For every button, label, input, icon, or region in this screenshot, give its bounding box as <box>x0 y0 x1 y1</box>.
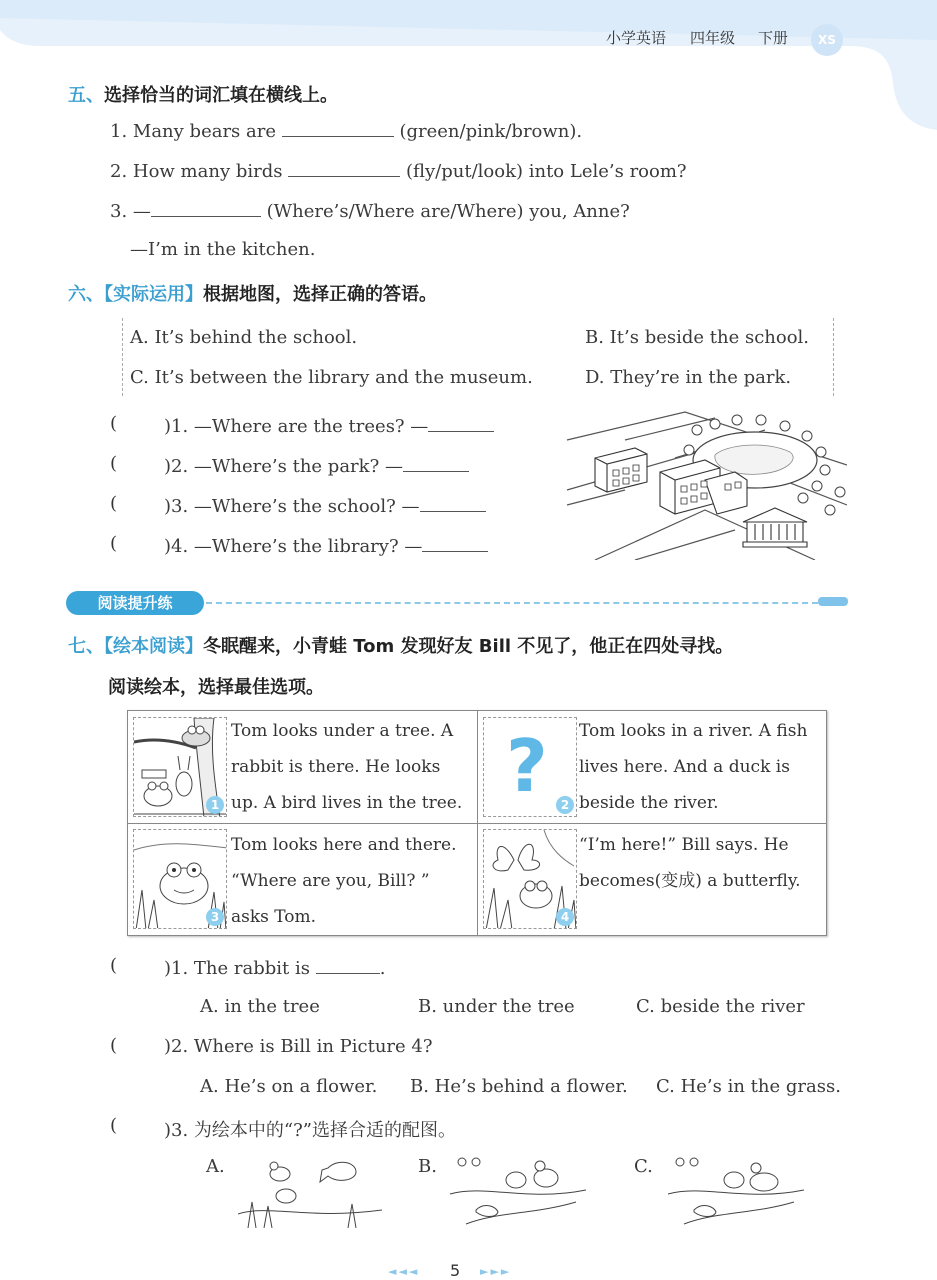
section7-subtitle: 阅读绘本，选择最佳选项。 <box>108 677 324 698</box>
panel4-picture <box>483 829 577 929</box>
header-grade: 四年级 <box>690 29 736 47</box>
section7-q1-option-c: C. beside the river <box>636 996 805 1017</box>
section6-option-c: C. It’s between the library and the museum. <box>130 367 533 388</box>
option-c-picture-icon <box>664 1154 808 1228</box>
section7-q1 <box>164 956 385 979</box>
panel1-picture <box>133 717 227 817</box>
section6-q1-text: )1. —Where are the trees? — <box>164 416 429 437</box>
section6-q4-text: )4. —Where’s the library? — <box>164 536 423 557</box>
section6-q1 <box>164 414 494 437</box>
pen-icon <box>818 597 848 606</box>
section6-option-a: A. It’s behind the school. <box>130 327 358 348</box>
section7-q1-blank[interactable] <box>316 956 380 974</box>
panel3-text <box>231 827 457 935</box>
section7-q3-option-a-label: A. <box>206 1156 225 1177</box>
section5-q2 <box>110 159 687 182</box>
section6-tag: 【实际运用】 <box>104 284 203 305</box>
section6-q4 <box>164 534 488 557</box>
section6-q1-paren[interactable]: ( <box>110 413 118 434</box>
section7-q3-paren[interactable]: ( <box>110 1115 118 1136</box>
option-a-picture-icon <box>238 1154 382 1228</box>
section5-title: 选择恰当的词汇填在横线上。 <box>104 85 338 106</box>
header-subject: 小学英语 <box>606 29 667 47</box>
section5-q1 <box>110 119 582 142</box>
section6-option-b: B. It’s beside the school. <box>585 327 810 348</box>
section7-q3-option-c-label: C. <box>634 1156 653 1177</box>
panel2-line3: beside the river. <box>579 793 719 813</box>
footer-prev-arrows[interactable]: ◄◄◄ <box>388 1265 420 1278</box>
map-illustration <box>565 410 847 560</box>
section7-q1-option-b: B. under the tree <box>418 996 575 1017</box>
section7-q1-paren[interactable]: ( <box>110 955 118 976</box>
section7-q2-option-c: C. He’s in the grass. <box>656 1076 841 1097</box>
section5-q2-options: (fly/put/look) into Lele’s room? <box>405 161 687 182</box>
panel1-line2: rabbit is there. He looks <box>231 757 441 777</box>
section7-number: 七、 <box>68 636 104 657</box>
section7-q1-text: )1. The rabbit is <box>164 958 310 979</box>
panel2-line1: Tom looks in a river. A fish <box>579 721 808 741</box>
section6-option-d: D. They’re in the park. <box>585 367 792 388</box>
panel1-number: 1 <box>206 796 224 814</box>
section7-q2-option-b: B. He’s behind a flower. <box>410 1076 628 1097</box>
section5-q3-text: 3. — <box>110 201 151 222</box>
panel1-line3: up. A bird lives in the tree. <box>231 793 463 813</box>
panel4-number: 4 <box>556 908 574 926</box>
panel2-picture <box>483 717 577 817</box>
panel4-line2: becomes(变成) a butterfly. <box>579 871 801 891</box>
panel3-line3: asks Tom. <box>231 907 317 927</box>
section7-q2-option-a: A. He’s on a flower. <box>200 1076 378 1097</box>
panel2-line2: lives here. And a duck is <box>579 757 790 777</box>
panel4-text <box>579 827 801 899</box>
section5-q1-blank[interactable] <box>282 119 394 137</box>
section6-title: 根据地图，选择正确的答语。 <box>203 284 437 305</box>
panel2-text <box>579 713 807 821</box>
picture-book-horizontal-divider <box>128 823 826 824</box>
panel1-line1: Tom looks under a tree. A <box>231 721 454 741</box>
section7-title: 冬眠醒来，小青蛙 Tom 发现好友 Bill 不见了，他正在四处寻找。 <box>203 636 734 657</box>
section5-q3-answer: —I’m in the kitchen. <box>130 239 316 260</box>
section7-q3-option-b-label: B. <box>418 1156 437 1177</box>
section5-q3-blank[interactable] <box>151 199 261 217</box>
panel1-text <box>231 713 462 821</box>
section7-q2-paren[interactable]: ( <box>110 1035 118 1056</box>
section6-q2-blank[interactable] <box>403 454 469 472</box>
panel2-number: 2 <box>556 796 574 814</box>
panel3-line1: Tom looks here and there. <box>231 835 457 855</box>
section5-heading <box>68 81 338 107</box>
option-b-picture-icon <box>446 1154 590 1228</box>
section5-q3 <box>110 199 630 222</box>
section6-number: 六、 <box>68 284 104 305</box>
section6-q2 <box>164 454 469 477</box>
panel3-line2: “Where are you, Bill? ” <box>231 871 430 891</box>
section7-q3: )3. 为绘本中的“?”选择合适的配图。 <box>164 1120 456 1141</box>
header-volume: 下册 <box>758 29 789 47</box>
header-background <box>0 0 937 130</box>
section6-q3-paren[interactable]: ( <box>110 493 118 514</box>
picture-book <box>127 710 827 936</box>
panel4-line1: “I’m here!” Bill says. He <box>579 835 789 855</box>
section6-q2-text: )2. —Where’s the park? — <box>164 456 403 477</box>
section5-q1-options: (green/pink/brown). <box>399 121 583 142</box>
banner-divider <box>206 602 818 604</box>
section5-q1-text: 1. Many bears are <box>110 121 276 142</box>
footer-next-arrows[interactable]: ►►► <box>480 1265 512 1278</box>
panel3-picture <box>133 829 227 929</box>
section7-q1-period: . <box>379 958 386 979</box>
section6-q2-paren[interactable]: ( <box>110 453 118 474</box>
section5-q3-options: (Where’s/Where are/Where) you, Anne? <box>266 201 630 222</box>
section7-q2: )2. Where is Bill in Picture 4? <box>164 1036 433 1057</box>
section5-number: 五、 <box>68 85 104 106</box>
panel3-number: 3 <box>206 908 224 926</box>
reading-practice-banner: 阅读提升练 <box>66 591 204 615</box>
section6-q3-blank[interactable] <box>420 494 486 512</box>
section6-q3-text: )3. —Where’s the school? — <box>164 496 420 517</box>
header-badge: XS <box>811 24 843 56</box>
section7-heading <box>68 632 733 658</box>
museum-building-icon <box>743 508 807 547</box>
section7-q1-option-a: A. in the tree <box>200 996 320 1017</box>
question-mark-icon: ? <box>506 724 548 808</box>
page-number: 5 <box>450 1261 461 1280</box>
section7-tag: 【绘本阅读】 <box>104 636 203 657</box>
section6-q1-blank[interactable] <box>428 414 494 432</box>
section6-q3 <box>164 494 486 517</box>
section6-heading <box>68 280 437 306</box>
section6-q4-blank[interactable] <box>422 534 488 552</box>
section6-q4-paren[interactable]: ( <box>110 533 118 554</box>
library-building-icon <box>595 448 647 492</box>
section5-q2-blank[interactable] <box>288 159 400 177</box>
section5-q2-text: 2. How many birds <box>110 161 283 182</box>
